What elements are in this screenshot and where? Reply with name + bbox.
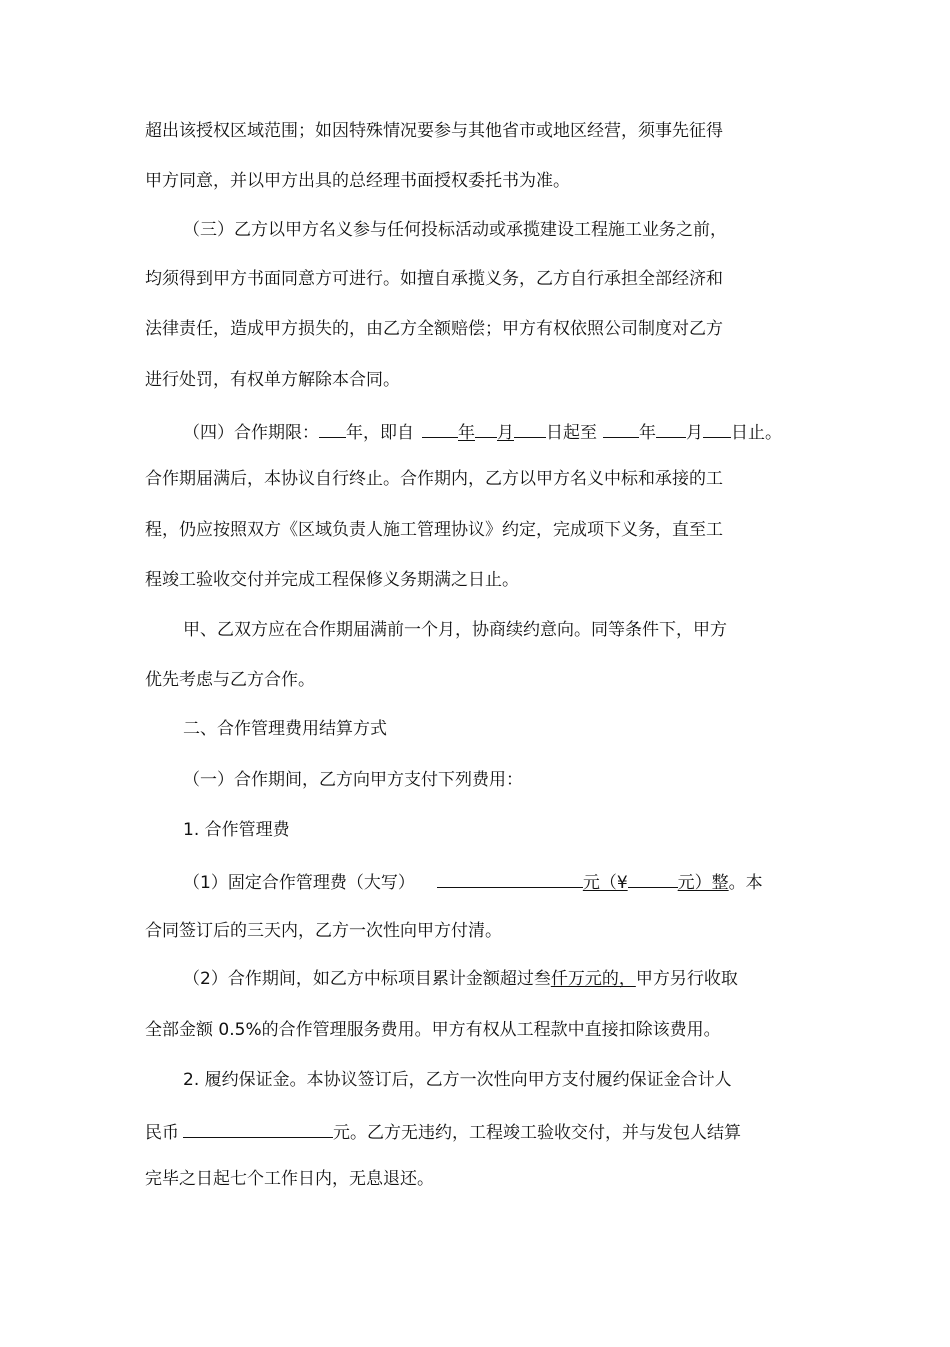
paragraph-line: 全部金额 0.5%的合作管理服务费用。甲方有权从工程款中直接扣除该费用。	[145, 1020, 721, 1040]
fee2-line	[183, 969, 738, 989]
blank-fee-amount[interactable]	[628, 870, 678, 888]
paragraph-line: 甲、乙双方应在合作期届满前一个月，协商续约意向。同等条件下，甲方	[183, 620, 727, 640]
item-heading: 1. 合作管理费	[183, 820, 290, 840]
paragraph-line: 进行处罚，有权单方解除本合同。	[145, 370, 400, 390]
deposit-suffix: 元。乙方无违约，工程竣工验收交付，并与发包人结算	[333, 1123, 741, 1143]
subsection-heading: （一）合作期间，乙方向甲方支付下列费用：	[183, 770, 523, 790]
paragraph-line: 法律责任，造成甲方损失的，由乙方全额赔偿；甲方有权依照公司制度对乙方	[145, 319, 723, 339]
deposit-prefix: 民币	[145, 1123, 179, 1143]
term-month2-label: 月	[686, 423, 703, 443]
blank-start-year[interactable]	[422, 420, 458, 438]
term-year2-label: 年	[458, 423, 475, 443]
deposit-line	[145, 1120, 741, 1143]
paragraph-line: 合作期届满后，本协议自行终止。合作期内，乙方以甲方名义中标和承接的工	[145, 469, 723, 489]
fee1-yuan: 元（¥	[582, 873, 628, 893]
blank-fee-capital[interactable]	[437, 870, 583, 888]
fee1-line	[183, 870, 763, 893]
paragraph-line: 程竣工验收交付并完成工程保修义务期满之日止。	[145, 570, 519, 590]
paragraph-line: 均须得到甲方书面同意方可进行。如擅自承揽义务，乙方自行承担全部经济和	[145, 269, 723, 289]
term-day1-label: 日起至	[546, 423, 597, 443]
paragraph-line: 程，仍应按照双方《区域负责人施工管理协议》约定，完成项下义务，直至工	[145, 520, 723, 540]
fee2-suffix: 甲方另行收取	[635, 969, 738, 989]
term-line	[183, 420, 782, 443]
term-month1-label: 月	[497, 423, 514, 443]
blank-start-day[interactable]	[514, 420, 546, 438]
fee2-prefix: （2）合作期间，如乙方中标项目累计金额超过叁	[183, 969, 551, 989]
term-year3-label: 年	[639, 423, 656, 443]
fee1-suffix: 。本	[728, 873, 763, 893]
fee1-yuan-close: 元）整	[677, 873, 729, 893]
blank-end-month[interactable]	[656, 420, 686, 438]
section-heading: 二、合作管理费用结算方式	[183, 719, 387, 739]
paragraph-line: 超出该授权区域范围；如因特殊情况要参与其他省市或地区经营，须事先征得	[145, 121, 723, 141]
paragraph-line: 甲方同意，并以甲方出具的总经理书面授权委托书为准。	[145, 171, 570, 191]
blank-end-day[interactable]	[703, 420, 731, 438]
paragraph-line: 合同签订后的三天内，乙方一次性向甲方付清。	[145, 921, 502, 941]
fee2-underlined: 仟万元的，	[550, 969, 636, 989]
paragraph-line: 优先考虑与乙方合作。	[145, 670, 315, 690]
paragraph-line: 2. 履约保证金。本协议签订后，乙方一次性向甲方支付履约保证金合计人	[183, 1070, 732, 1090]
term-year-label: 年，即自	[346, 423, 414, 443]
blank-years[interactable]	[319, 420, 346, 438]
paragraph-line: （三）乙方以甲方名义参与任何投标活动或承揽建设工程施工业务之前，	[183, 220, 727, 240]
paragraph-line: 完毕之日起七个工作日内，无息退还。	[145, 1169, 434, 1189]
term-end-label: 日止。	[731, 423, 782, 443]
blank-start-month[interactable]	[475, 420, 497, 438]
term-prefix: （四）合作期限：	[183, 423, 319, 443]
fee1-prefix: （1）固定合作管理费（大写）	[183, 873, 415, 893]
blank-end-year[interactable]	[603, 420, 639, 438]
blank-deposit-amount[interactable]	[183, 1120, 333, 1138]
